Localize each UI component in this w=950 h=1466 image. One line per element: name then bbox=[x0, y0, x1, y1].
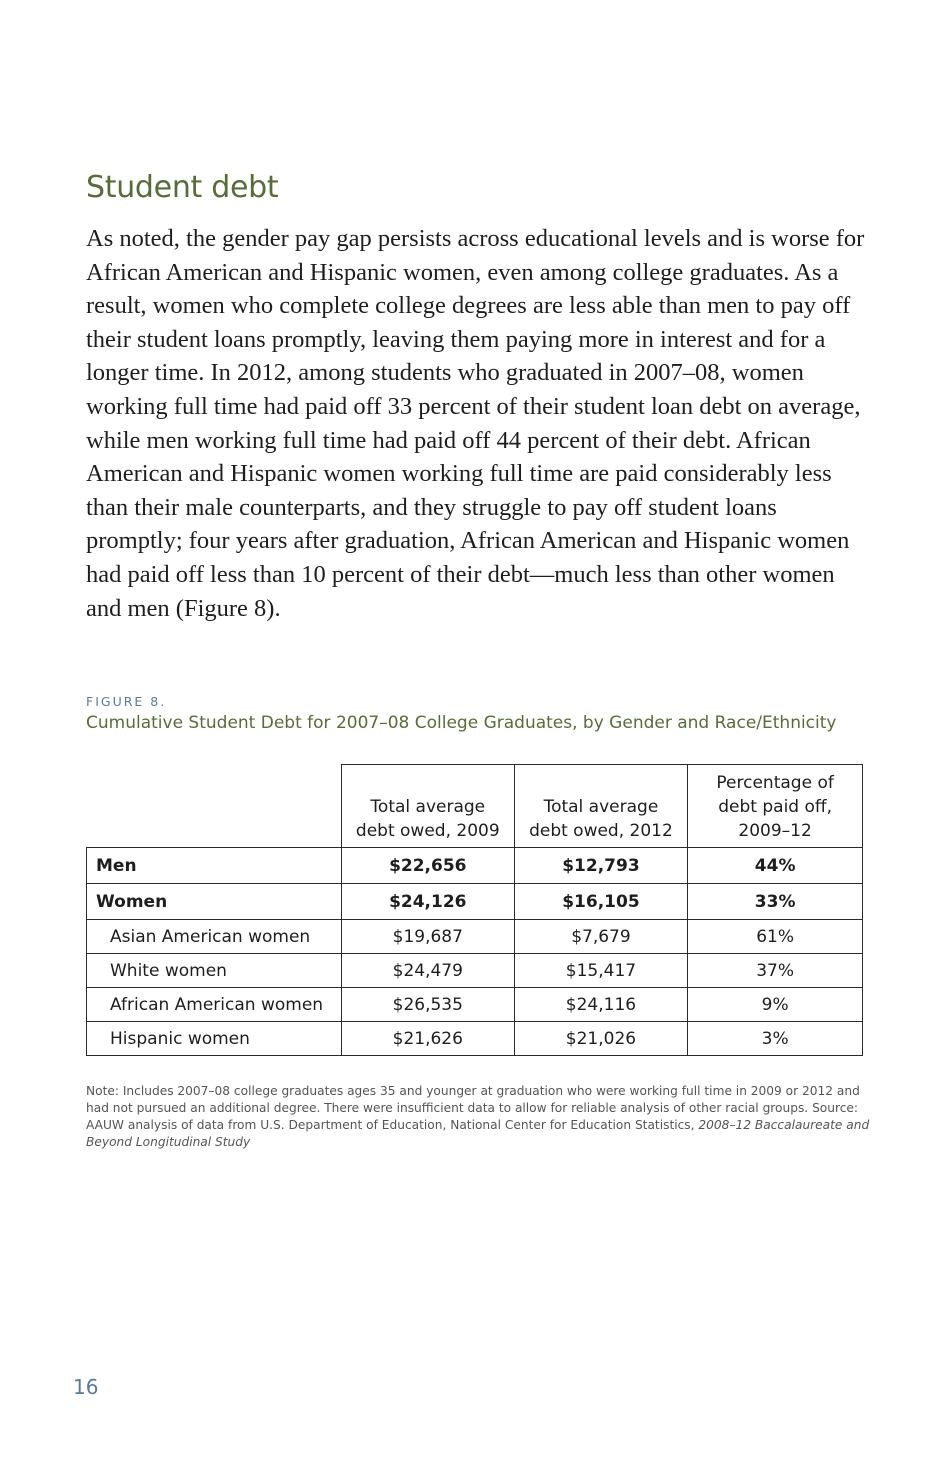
table-row-african-american-women bbox=[87, 988, 863, 1022]
row-label: African American women bbox=[87, 988, 342, 1022]
table-row-women bbox=[87, 884, 863, 920]
table-row-asian-american-women bbox=[87, 920, 863, 954]
cell-debt-2012: $7,679 bbox=[514, 920, 688, 954]
source-text: Source: AAUW analysis of data from U.S. Department of Education, National Center for Education Statistics, bbox=[86, 1101, 859, 1132]
table-row-hispanic-women bbox=[87, 1022, 863, 1056]
body-paragraph: As noted, the gender pay gap persists across educational levels and is worse for African American and Hispanic women, even among college graduates. As a result, women who complete college degrees are less able than men to pay off their student loans promptly, leaving them paying more in interest and for a longer time. In 2012, among students who graduated in 2007–08, women working full time had paid off 33 percent of their student loan debt on average, while men working full time had paid off 44 percent of their debt. African American and Hispanic women working full time are paid considerably less than their male counterparts, and they struggle to pay off student loans promptly; four years after graduation, African American and Hispanic women had paid off less than 10 percent of their debt—much less than other women and men (Figure 8). bbox=[86, 225, 865, 622]
cell-debt-2009: $22,656 bbox=[341, 848, 514, 884]
cell-paid-off: 44% bbox=[688, 848, 863, 884]
row-label: Men bbox=[87, 848, 342, 884]
student-debt-table bbox=[86, 764, 863, 1056]
cell-debt-2012: $24,116 bbox=[514, 988, 688, 1022]
figure-title: Cumulative Student Debt for 2007–08 College Graduates, by Gender and Race/Ethnicity bbox=[86, 713, 837, 733]
figure-label: FIGURE 8. bbox=[86, 694, 167, 709]
cell-debt-2012: $21,026 bbox=[514, 1022, 688, 1056]
cell-paid-off: 37% bbox=[688, 954, 863, 988]
row-label: White women bbox=[87, 954, 342, 988]
table-row-white-women bbox=[87, 954, 863, 988]
cell-paid-off: 9% bbox=[688, 988, 863, 1022]
cell-debt-2009: $26,535 bbox=[341, 988, 514, 1022]
header-debt-2009-line-1: Total average bbox=[370, 797, 486, 817]
header-paid-off bbox=[688, 765, 863, 848]
cell-debt-2012: $16,105 bbox=[514, 884, 688, 920]
row-label: Hispanic women bbox=[87, 1022, 342, 1056]
cell-debt-2012: $15,417 bbox=[514, 954, 688, 988]
table-row-men bbox=[87, 848, 863, 884]
cell-debt-2009: $24,126 bbox=[341, 884, 514, 920]
source-title: 2008–12 Baccalaureate and Beyond Longitudinal Study bbox=[86, 1118, 870, 1149]
cell-debt-2009: $21,626 bbox=[341, 1022, 514, 1056]
section-heading: Student debt bbox=[86, 170, 279, 205]
header-paid-off-line-2: debt paid off, bbox=[718, 797, 833, 817]
header-debt-2009-line-2: debt owed, 2009 bbox=[355, 821, 500, 841]
header-blank-cell bbox=[87, 765, 342, 848]
cell-debt-2009: $19,687 bbox=[341, 920, 514, 954]
note-text: Note: Includes 2007–08 college graduates ages 35 and younger at graduation who were working full time in 2009 or 2012 and had not pursued an additional degree. There were insufficient data to allow for reliable analysis of other racial groups. bbox=[86, 1084, 860, 1115]
cell-paid-off: 61% bbox=[688, 920, 863, 954]
row-label: Asian American women bbox=[87, 920, 342, 954]
header-debt-2012-line-1: Total average bbox=[543, 797, 659, 817]
header-debt-2012-line-2: debt owed, 2012 bbox=[529, 821, 673, 841]
header-paid-off-line-3: 2009–12 bbox=[738, 821, 812, 841]
table-header-row bbox=[87, 765, 863, 848]
header-debt-2012 bbox=[514, 765, 688, 848]
header-debt-2009 bbox=[341, 765, 514, 848]
row-label: Women bbox=[87, 884, 342, 920]
header-paid-off-line-1: Percentage of bbox=[716, 773, 834, 793]
cell-debt-2012: $12,793 bbox=[514, 848, 688, 884]
cell-paid-off: 33% bbox=[688, 884, 863, 920]
figure-note bbox=[86, 1083, 876, 1151]
cell-paid-off: 3% bbox=[688, 1022, 863, 1056]
page-number: 16 bbox=[73, 1375, 99, 1399]
cell-debt-2009: $24,479 bbox=[341, 954, 514, 988]
